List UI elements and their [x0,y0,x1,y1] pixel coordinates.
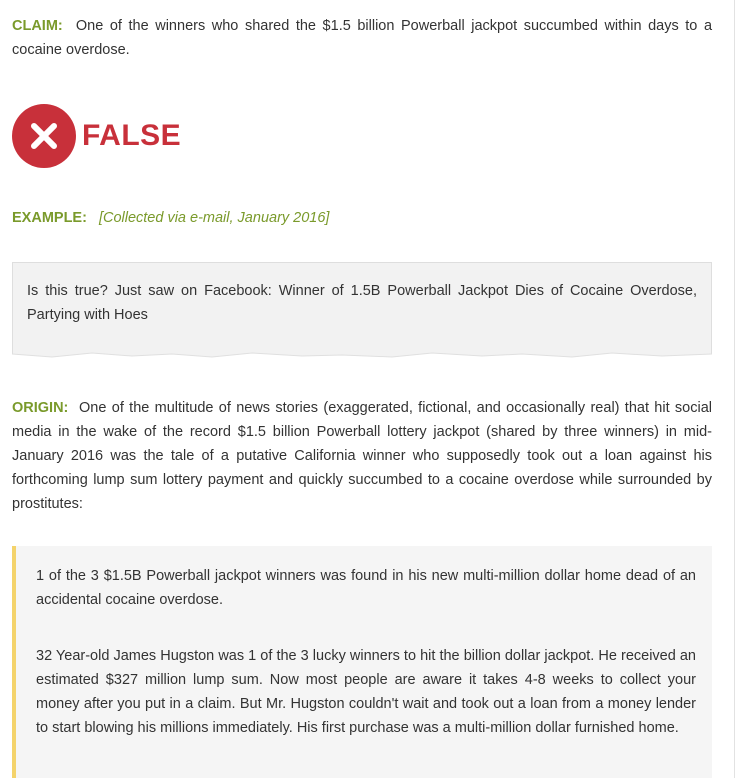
torn-edge [12,348,712,362]
origin-paragraph [12,396,712,516]
example-line [12,206,329,230]
claim-paragraph [12,14,712,62]
example-label: EXAMPLE: [12,210,87,226]
x-mark-icon [12,104,76,168]
rating-badge [12,103,181,169]
claim-label: CLAIM: [12,18,63,34]
claim-text: One of the winners who shared the $1.5 billion Powerball jackpot succumbed within days to a cocaine overdose. [12,18,713,58]
rating-word: FALSE [82,119,182,152]
origin-text: One of the multitude of news stories (exaggerated, fictional, and occasionally real) that hit social media in the wake of the record $1.5 billion Powerball lottery jackpot (shared by three winners) in mid-January 2016 was the tale of a putative California winner who supposedly took out a loan against his forthcoming lump sum lottery payment and quickly succumbed to a cocaine overdose while surrounded by prostitutes: [12,400,713,512]
quote-paragraph: 1 of the 3 $1.5B Powerball jackpot winners was found in his new multi-million dollar home dead of an accidental cocaine overdose. [36,568,696,608]
origin-label: ORIGIN: [12,400,69,416]
collected-note: [Collected via e-mail, January 2016] [98,210,330,226]
quote-paragraph: 32 Year-old James Hugston was 1 of the 3 lucky winners to hit the billion dollar jackpot. He received an estimated $327 million lump sum. Now most people are aware it takes 4-8 weeks to collect your money after you put in a claim. But Mr. Hugston couldn't wait and took out a loan from a money lender to start blowing his millions immediately. His first purchase was a multi-million dollar furnished home. [36,648,696,736]
example-quote-box [12,262,712,362]
example-quote-text: Is this true? Just saw on Facebook: Winner of 1.5B Powerball Jackpot Dies of Cocaine Overdose, Partying with Hoes [27,283,697,323]
blockquote [12,546,712,778]
